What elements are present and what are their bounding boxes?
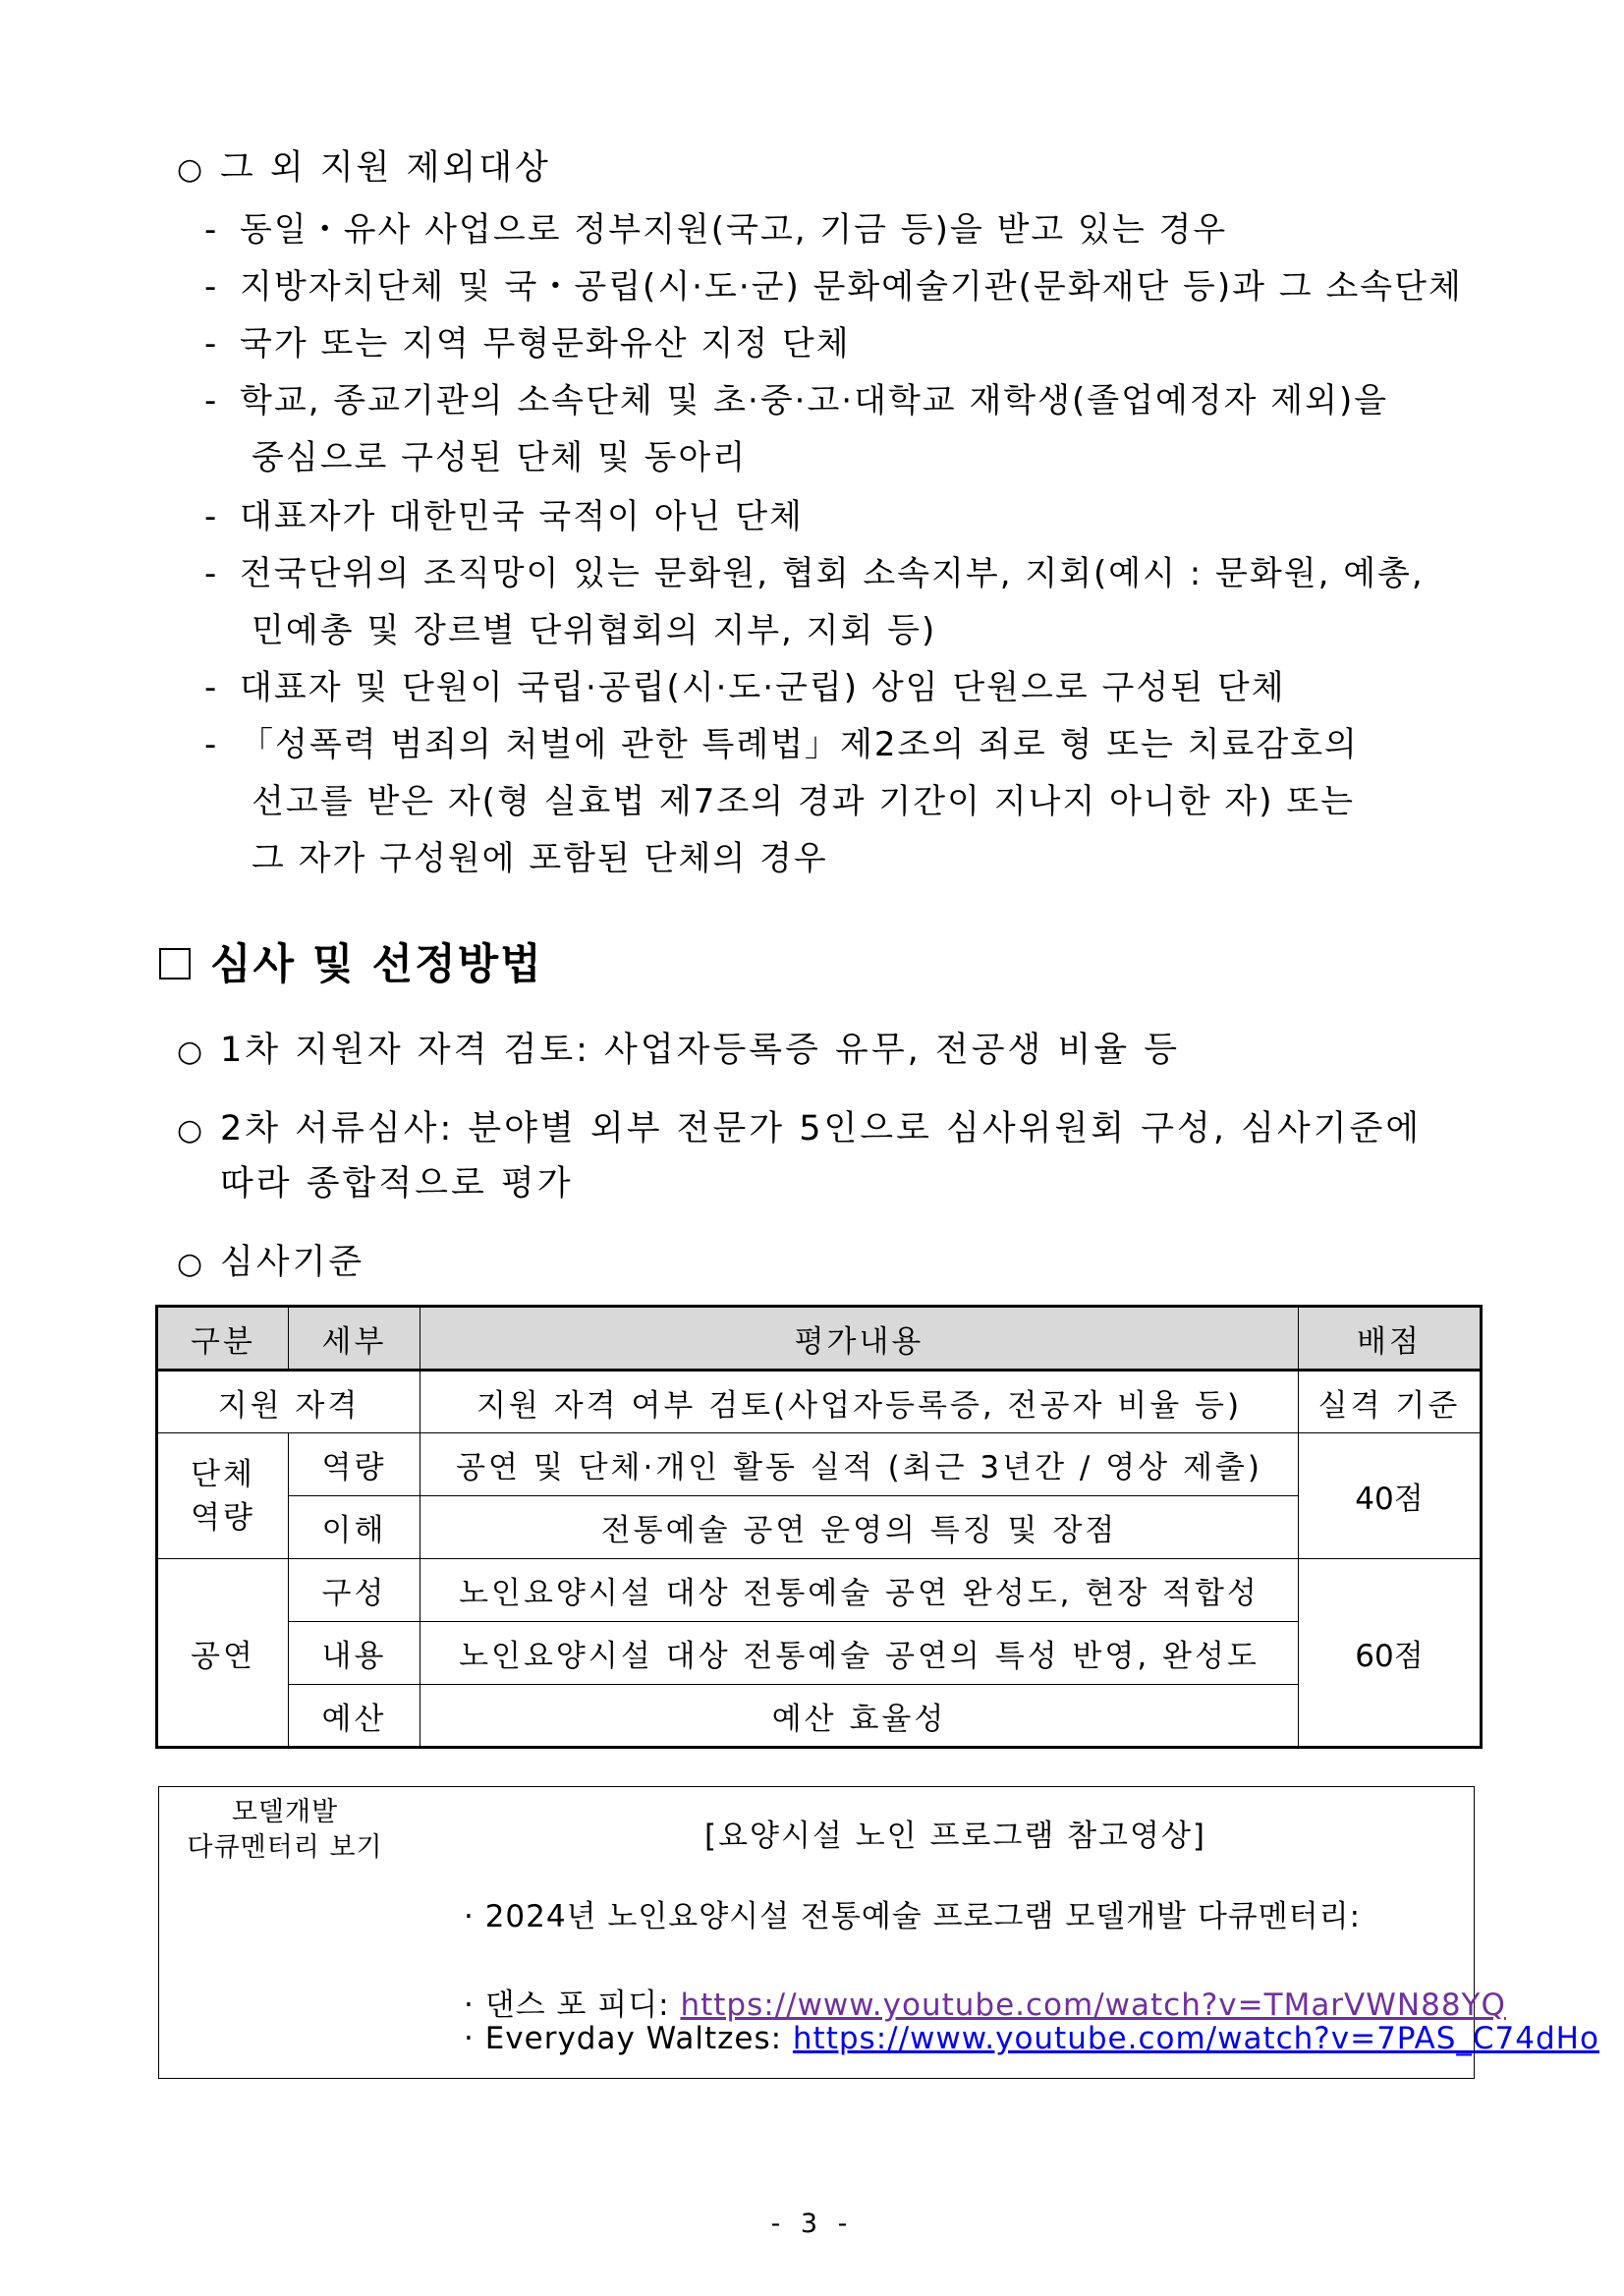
documentary-line: · 2024년 노인요양시설 전통예술 프로그램 모델개발 다큐멘터리: — [464, 1899, 1362, 1934]
exclusion-item-1: - 동일・유사 사업으로 정부지원(국고, 기금 등)을 받고 있는 경우 — [204, 210, 1228, 250]
youtube-link-dance-for-pd[interactable]: https://www.youtube.com/watch?v=TMarVWN88YQ — [680, 1988, 1506, 2023]
exclusions-heading: ○ 그 외 지원 제외대상 — [177, 145, 551, 193]
performance-group: 공연 — [157, 1559, 289, 1748]
exclusion-item-8-cont-1: 선고를 받은 자(형 실효법 제7조의 경과 기간이 지나지 아니한 자) 또는 — [252, 782, 1356, 821]
table-row — [157, 1685, 1482, 1748]
review-step-2: ○ 2차 서류심사: 분야별 외부 전문가 5인으로 심사위원회 구성, 심사기준에 — [177, 1106, 1422, 1153]
capacity-score: 40점 — [1299, 1433, 1482, 1559]
exclusion-item-6-cont: 민예총 및 장르별 단위협회의 지부, 지회 등) — [252, 611, 937, 650]
review-step-2-cont: 따라 종합적으로 평가 — [220, 1164, 574, 1204]
link-line-2: · Everyday Waltzes: https://www.youtube.com/watch?v=7PAS_C74dHo — [464, 2021, 1599, 2056]
table-row — [157, 1496, 1482, 1559]
performance-score: 60점 — [1299, 1559, 1482, 1748]
header-detail: 세부 — [289, 1307, 420, 1371]
capacity-content-2: 전통예술 공연 운영의 특징 및 장점 — [420, 1496, 1299, 1559]
capacity-sub-2: 이해 — [289, 1496, 420, 1559]
reference-video-box — [158, 1786, 1599, 2079]
exclusion-item-8: - 「성폭력 범죄의 처벌에 관한 특례법」제2조의 죄로 형 또는 치료감호의 — [204, 725, 1359, 764]
table-row — [157, 1433, 1482, 1496]
review-step-1: ○ 1차 지원자 자격 검토: 사업자등록증 유무, 전공생 비율 등 — [177, 1028, 1180, 1075]
exclusion-item-3: - 국가 또는 지역 무형문화유산 지정 단체 — [204, 324, 851, 364]
capacity-group: 단체 역량 — [157, 1433, 289, 1559]
header-score: 배점 — [1299, 1307, 1482, 1371]
exclusion-item-2: - 지방자치단체 및 국・공립(시·도·군) 문화예술기관(문화재단 등)과 그 소속단체 — [204, 267, 1463, 307]
capacity-sub-1: 역량 — [289, 1433, 420, 1496]
circle-bullet-icon: ○ — [177, 152, 206, 187]
qualification-score: 실격 기준 — [1299, 1371, 1482, 1433]
qualification-content: 지원 자격 여부 검토(사업자등록증, 전공자 비율 등) — [420, 1371, 1299, 1433]
video-box-label: 모델개발 다큐멘터리 보기 — [187, 1797, 383, 1863]
circle-bullet-icon: ○ — [177, 1247, 206, 1281]
circle-bullet-icon: ○ — [177, 1035, 206, 1069]
exclusion-item-7: - 대표자 및 단원이 국립·공립(시·도·군립) 상임 단원으로 구성된 단체 — [204, 668, 1286, 707]
exclusion-item-4-cont: 중심으로 구성된 단체 및 동아리 — [252, 438, 748, 477]
qualification-label: 지원 자격 — [157, 1371, 420, 1433]
exclusion-item-4: - 학교, 종교기관의 소속단체 및 초·중·고·대학교 재학생(졸업예정자 제외)을 — [204, 381, 1389, 420]
table-row — [157, 1559, 1482, 1622]
criteria-heading: ○ 심사기준 — [177, 1240, 364, 1287]
table-row — [157, 1371, 1482, 1433]
performance-content-2: 노인요양시설 대상 전통예술 공연의 특성 반영, 완성도 — [420, 1622, 1299, 1685]
exclusion-item-5: - 대표자가 대한민국 국적이 아닌 단체 — [204, 497, 804, 536]
exclusion-item-6: - 전국단위의 조직망이 있는 문화원, 협회 소속지부, 지회(예시 : 문화원, 예총, — [204, 554, 1425, 593]
section-title: 심사 및 선정방법 — [159, 935, 543, 994]
page-number: - 3 - — [770, 2209, 854, 2239]
video-box-title: [요양시설 노인 프로그램 참고영상] — [704, 1819, 1206, 1854]
performance-sub-2: 내용 — [289, 1622, 420, 1685]
table-row — [157, 1622, 1482, 1685]
checkbox-square-icon — [159, 948, 191, 980]
criteria-table — [155, 1305, 1483, 1749]
performance-content-3: 예산 효율성 — [420, 1685, 1299, 1748]
table-header-row — [157, 1307, 1482, 1371]
performance-sub-1: 구성 — [289, 1559, 420, 1622]
header-content: 평가내용 — [420, 1307, 1299, 1371]
capacity-content-1: 공연 및 단체·개인 활동 실적 (최근 3년간 / 영상 제출) — [420, 1433, 1299, 1496]
youtube-link-everyday-waltzes[interactable]: https://www.youtube.com/watch?v=7PAS_C74dHo — [792, 2021, 1599, 2056]
exclusion-item-8-cont-2: 그 자가 구성원에 포함된 단체의 경우 — [252, 839, 828, 878]
link-line-1: · 댄스 포 피디: https://www.youtube.com/watch?v=TMarVWN88YQ — [464, 1988, 1506, 2023]
header-category: 구분 — [157, 1307, 289, 1371]
performance-sub-3: 예산 — [289, 1685, 420, 1748]
performance-content-1: 노인요양시설 대상 전통예술 공연 완성도, 현장 적합성 — [420, 1559, 1299, 1622]
circle-bullet-icon: ○ — [177, 1113, 206, 1148]
